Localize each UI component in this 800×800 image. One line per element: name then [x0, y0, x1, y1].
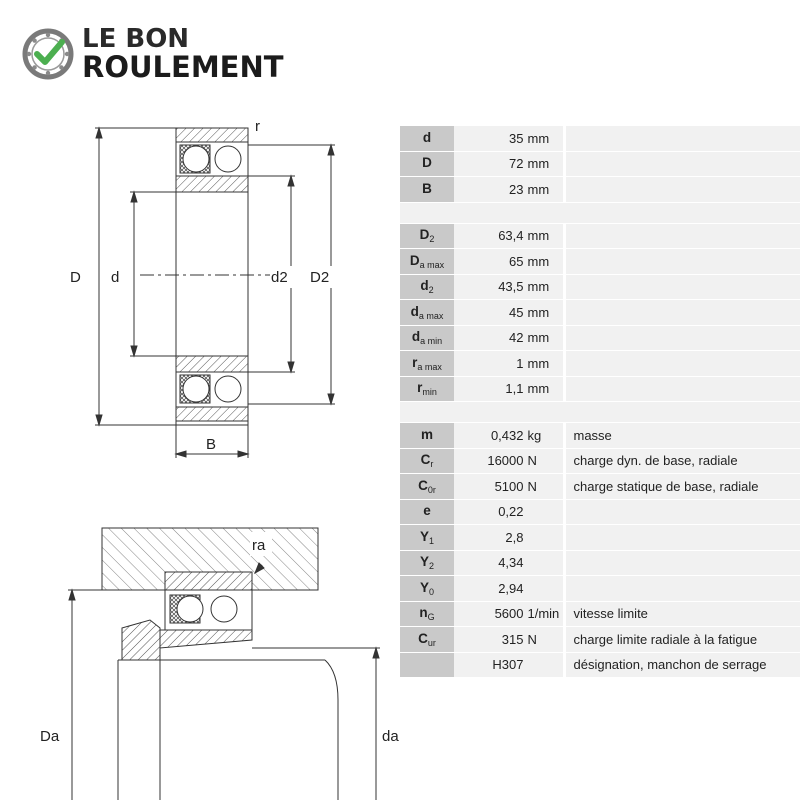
spec-symbol: D — [400, 151, 454, 177]
spec-symbol: $n_G$ — [400, 601, 454, 627]
spec-row — [400, 151, 800, 177]
spec-row — [400, 499, 800, 525]
spec-description — [564, 325, 800, 351]
spec-value: 1,1 mm — [454, 376, 564, 402]
spec-description — [564, 274, 800, 300]
label-da: da — [382, 728, 399, 745]
spec-symbol: $D_{a max}$ — [400, 249, 454, 275]
spec-row — [400, 627, 800, 653]
brand-line1: LE BON — [82, 24, 190, 54]
label-d2: d2 — [271, 269, 288, 286]
spec-symbol: $C_{ur}$ — [400, 627, 454, 653]
spec-symbol: m — [400, 423, 454, 449]
spec-value: 65 mm — [454, 249, 564, 275]
spec-row — [400, 576, 800, 602]
spec-symbol: $r_{min}$ — [400, 376, 454, 402]
spec-description — [564, 550, 800, 576]
spec-symbol: $d_2$ — [400, 274, 454, 300]
spec-row — [400, 474, 800, 500]
spec-description: charge dyn. de base, radiale — [564, 448, 800, 474]
spec-description: masse — [564, 423, 800, 449]
label-Da: Da — [40, 728, 60, 745]
spec-symbol — [400, 652, 454, 678]
spec-value: 63,4 mm — [454, 223, 564, 249]
spec-row — [400, 126, 800, 151]
label-D2: D2 — [310, 269, 330, 286]
spec-row — [400, 300, 800, 326]
spec-symbol: $d_{a min}$ — [400, 325, 454, 351]
label-D: D — [70, 269, 81, 286]
spec-table — [400, 126, 800, 678]
spec-value: 0,22 — [454, 499, 564, 525]
spec-description — [564, 525, 800, 551]
spec-symbol: d — [400, 126, 454, 151]
spec-description — [564, 249, 800, 275]
spec-value: 315 N — [454, 627, 564, 653]
spec-row — [400, 448, 800, 474]
bearing-section-drawing — [95, 128, 335, 458]
spec-symbol: e — [400, 499, 454, 525]
spec-value: 45 mm — [454, 300, 564, 326]
spec-symbol: $C_r$ — [400, 448, 454, 474]
spec-row — [400, 223, 800, 249]
spec-symbol: $r_{a max}$ — [400, 351, 454, 377]
spec-value: 35 mm — [454, 126, 564, 151]
spec-value: 72 mm — [454, 151, 564, 177]
spec-symbol: $C_{0r}$ — [400, 474, 454, 500]
spec-value: 2,94 — [454, 576, 564, 602]
spec-value: 5100 N — [454, 474, 564, 500]
label-B: B — [206, 436, 217, 453]
label-d: d — [111, 269, 120, 286]
spec-row — [400, 177, 800, 203]
spec-description: vitesse limite — [564, 601, 800, 627]
spec-description — [564, 151, 800, 177]
spec-row — [400, 325, 800, 351]
spec-description — [564, 499, 800, 525]
spec-description: charge statique de base, radiale — [564, 474, 800, 500]
spec-row — [400, 274, 800, 300]
spec-description: désignation, manchon de serrage — [564, 652, 800, 678]
mounting-drawing — [68, 528, 380, 800]
spec-value: 42 mm — [454, 325, 564, 351]
spec-description — [564, 223, 800, 249]
spec-row — [400, 652, 800, 678]
spec-value: 5600 1/min — [454, 601, 564, 627]
spec-value: 2,8 — [454, 525, 564, 551]
spec-row — [400, 601, 800, 627]
spec-value: 1 mm — [454, 351, 564, 377]
spec-symbol: B — [400, 177, 454, 203]
spec-value: 16000 N — [454, 448, 564, 474]
spec-description — [564, 177, 800, 203]
spec-description: charge limite radiale à la fatigue — [564, 627, 800, 653]
spec-row — [400, 376, 800, 402]
spec-value: 23 mm — [454, 177, 564, 203]
spec-symbol: $D_2$ — [400, 223, 454, 249]
spec-row — [400, 351, 800, 377]
spec-symbol: $d_{a max}$ — [400, 300, 454, 326]
spec-description — [564, 300, 800, 326]
spec-symbol: $Y_2$ — [400, 550, 454, 576]
spec-row — [400, 550, 800, 576]
spec-value: 43,5 mm — [454, 274, 564, 300]
spec-description — [564, 351, 800, 377]
spec-description — [564, 576, 800, 602]
spec-description — [564, 376, 800, 402]
group-separator — [400, 402, 800, 423]
spec-value: 4,34 — [454, 550, 564, 576]
label-r: r — [255, 118, 260, 135]
group-separator — [400, 202, 800, 223]
spec-row — [400, 249, 800, 275]
spec-row — [400, 525, 800, 551]
spec-symbol: $Y_0$ — [400, 576, 454, 602]
spec-symbol: $Y_1$ — [400, 525, 454, 551]
label-ra: ra — [252, 537, 266, 554]
spec-description — [564, 126, 800, 151]
spec-value: H307 — [454, 652, 564, 678]
spec-row — [400, 423, 800, 449]
brand-line2: ROULEMENT — [82, 50, 284, 84]
spec-value: 0,432 kg — [454, 423, 564, 449]
